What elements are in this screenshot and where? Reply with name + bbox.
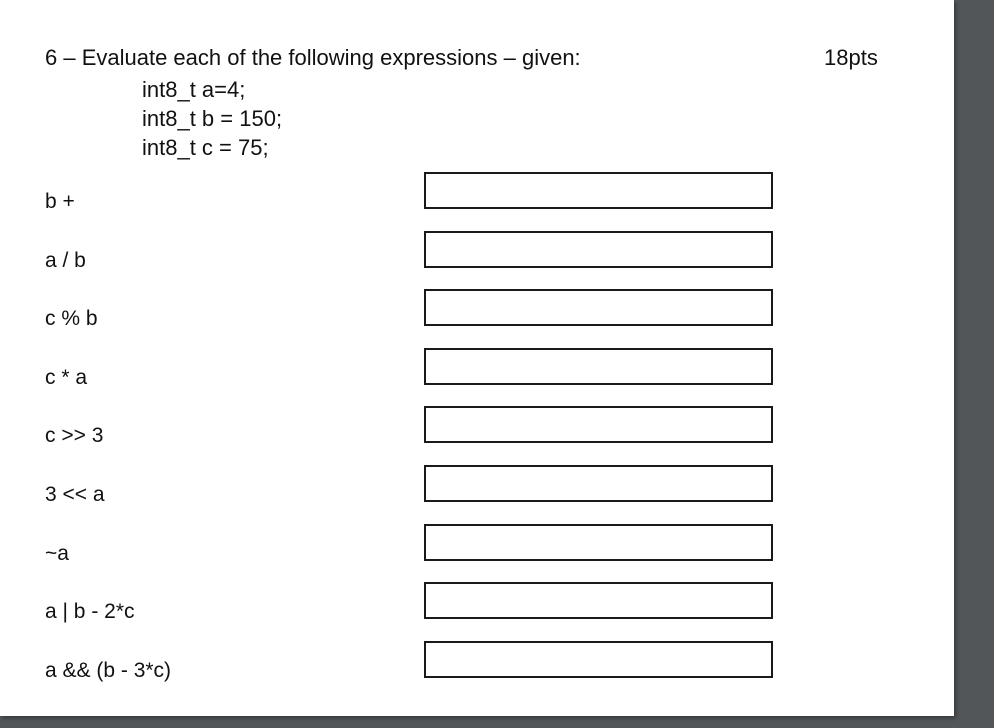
expression-label: a && (b - 3*c) [45, 658, 172, 682]
given-b: int8_t b = 150; [142, 106, 283, 131]
expression-label: c % b [45, 307, 98, 331]
answer-box-5[interactable] [424, 406, 773, 443]
expression-row [0, 641, 954, 700]
expression-row [0, 348, 954, 407]
expression-label: ~a [45, 541, 69, 565]
given-c: int8_t c = 75; [142, 135, 269, 160]
expression-row [0, 582, 954, 641]
expression-row [0, 406, 954, 465]
expression-row [0, 172, 954, 231]
answer-box-9[interactable] [424, 641, 773, 678]
expression-label: 3 << a [45, 482, 105, 506]
expression-row [0, 524, 954, 583]
answer-box-6[interactable] [424, 465, 773, 502]
given-a: int8_t a=4; [142, 77, 246, 102]
expression-list [0, 172, 954, 699]
points-label: 18pts [824, 45, 878, 70]
answer-box-2[interactable] [424, 231, 773, 268]
expression-label: a / b [45, 248, 86, 272]
expression-label: b + [45, 190, 75, 213]
answer-box-3[interactable] [424, 289, 773, 326]
expression-label: c * a [45, 365, 88, 389]
expression-row [0, 231, 954, 290]
given-declarations [142, 75, 282, 162]
answer-box-8[interactable] [424, 582, 773, 619]
answer-box-7[interactable] [424, 524, 773, 561]
expression-row [0, 465, 954, 524]
expression-label: a | b - 2*c [45, 600, 135, 624]
answer-box-1[interactable] [424, 172, 773, 209]
expression-row [0, 289, 954, 348]
answer-box-4[interactable] [424, 348, 773, 385]
expression-label: c >> 3 [45, 424, 104, 448]
question-title: 6 – Evaluate each of the following expressions – given: [45, 45, 581, 70]
